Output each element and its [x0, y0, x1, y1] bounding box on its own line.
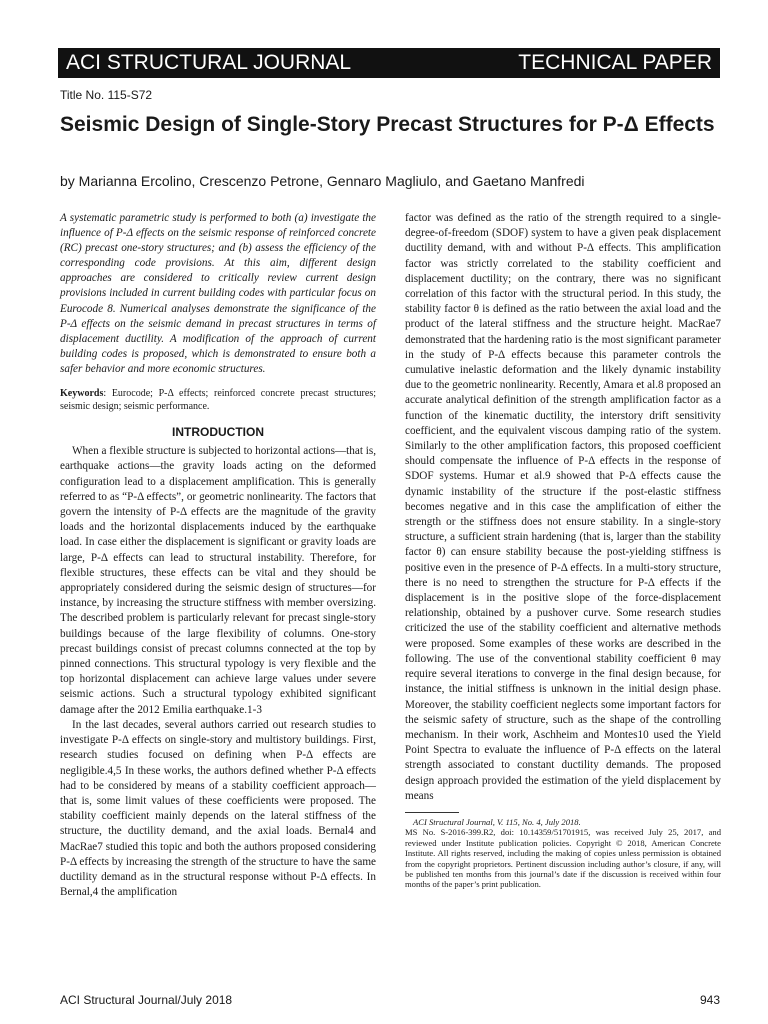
footnote-journal-info: ACI Structural Journal, V. 115, No. 4, July 2018.	[413, 816, 581, 827]
keywords-text: : Eurocode; P-Δ effects; reinforced concrete precast structures; seismic design; seismic performance.	[60, 388, 376, 413]
left-column	[60, 211, 376, 900]
body-paragraph-right: factor was defined as the ratio of the strength required to a single-degree-of-freedom (SDOF) system to have a given peak displacement ductility demand, with and without P-Δ effects. This amplification factor was strictly correlated to the stability coefficient and displacement ductility; on the contrary, there was no significant correlation of this factor with the structural period. In this study, the stability factor θ is defined as the ratio between the axial load and the product of the lateral stiffness and the structure height. MacRae7 demonstrated that the hardening ratio is the most significant parameter in the study of P-Δ effects because this parameter controls the cumulative inelastic deformation and the likely dynamic instability due to the geometric nonlinearity. Recently, Amara et al.8 proposed an accurate analytical definition of the strength amplification factor as a function of the kinematic ductility, the interstory drift sensitivity coefficient, and the equivalent viscous damping ratio of the system. Similarly to the other amplification factors, this proposed coefficient should compensate the influence of P-Δ effects in the response of SDOF systems. Humar et al.9 showed that P-Δ effects cause the dynamic instability of the structure if the post-elastic stiffness becomes negative and in this case the amplification of either the strength or the stiffness does not ensure stability. In a single-story structure, a sufficient strain hardening (that is, larger than the stability factor θ) can ensure stability because the post-yielding stiffness is positive even in the presence of P-Δ effects. In a multi-story structure, there is no need to strengthen the structure for P-Δ effects if the displacement is in the positive slope of the force-displacement relationship, obtained by a pushover curve. Some research studies criticized the use of the stability coefficient and alternative methods were proposed. Some examples of these works are described in the following. The use of the conventional stability coefficient θ may require several iterations to converge in the final design because, for instance, the initial stiffness is unknown in the initial design phase. Moreover, the stability coefficient neglects some important factors for the seismic safety of structure, such as the shape of the controlling mechanism. In their work, Aschheim and Montes10 used the Yield Point Spectra to evaluate the influence of P-Δ effects on the lateral strength associated to constant ductility demands. The proposed design approach provided the estimation of the yield displacement by means	[405, 212, 721, 802]
footnote-divider	[405, 812, 459, 813]
abstract: A systematic parametric study is performed to both (a) investigate the influence of P-Δ effects on the seismic response of reinforced concrete (RC) precast one-story structures; and (b) assess the efficiency of the corresponding code provisions. At this aim, different design approaches are considered to critically review current design provisions included in current building codes with particular focus on Eurocode 8. Numerical analyses demonstrate the significance of the P-Δ effects on the seismic demand in precast structures in terms of displacement ductility. A modification of the approach of current building codes is proposed, which is demonstrated to ensure both a safer behavior and more economic structures.	[60, 212, 376, 375]
paper-type: TECHNICAL PAPER	[518, 51, 712, 74]
keywords-label: Keywords	[60, 388, 104, 400]
title-number: Title No. 115-S72	[60, 88, 153, 102]
page-number: 943	[699, 993, 720, 1007]
right-column	[405, 211, 721, 890]
journal-name: ACI STRUCTURAL JOURNAL	[66, 51, 352, 74]
author-list: by Marianna Ercolino, Crescenzo Petrone, Gennaro Magliulo, and Gaetano Manfredi	[60, 173, 585, 189]
journal-banner	[58, 48, 720, 78]
footnote-body: MS No. S-2016-399.R2, doi: 10.14359/51701915, was received July 25, 2017, and reviewed under Institute publication policies. Copyright © 2018, American Concrete Institute. All rights reserved, including the making of copies unless permission is obtained from the copyright proprietors. Pertinent discussion including author’s closure, if any, will be published ten months from this journal’s date if the discussion is received within four months of the paper’s print publication.	[405, 827, 721, 890]
intro-paragraph-2: In the last decades, several authors carried out research studies to investigate P-Δ effects on single-story and multistory buildings. First, research studies focused on defining when P-Δ effects are negligible.4,5 In these works, the authors defined whether P-Δ effects had to be considered by means of a stability coefficient approach—that is, some limit values of these coefficients were proposed. The stability coefficient mainly depends on the lateral stiffness of the structure, the ductility demand, and the axial loads. Bernal4 and MacRae7 studied this topic and both the authors proposed considering P-Δ effects by increasing the strength of the structure to have the same ductility demand as in the structural response without P-Δ effects. In Bernal,4 the amplification	[60, 718, 376, 899]
introduction-heading: INTRODUCTION	[172, 425, 264, 440]
footer-journal-issue: ACI Structural Journal/July 2018	[60, 993, 233, 1007]
keywords	[60, 387, 376, 413]
paper-title: Seismic Design of Single-Story Precast Structures for P-Δ Effects	[60, 113, 715, 136]
intro-paragraph-1: When a flexible structure is subjected to horizontal actions—that is, earthquake actions—the gravity loads acting on the deformed configuration lead to a displacement amplification. This is generally referred to as “P-Δ effects”, or geometric nonlinearity. The factors that govern the intensity of P-Δ effects are the magnitude of the gravity loads and the horizontal displacements induced by the earthquake load. In case either the displacement is significant or gravity loads are large, P-Δ effects can lead to structural instability. Therefore, for flexible structures, these effects can be vital and they should be appropriately considered during the seismic design of structures—for instance, by increasing the structure stiffness with member oversizing. The described problem is particularly relevant for precast single-story buildings because of the large flexibility of columns. One-story precast buildings consist of precast columns connected at the top by pinned connections. This structural typology is very flexible and the top horizontal displacement can achieve large values under severe seismic actions. Such a structural typology exhibited significant damage after the 2012 Emilia earthquake.1-3	[60, 445, 376, 716]
